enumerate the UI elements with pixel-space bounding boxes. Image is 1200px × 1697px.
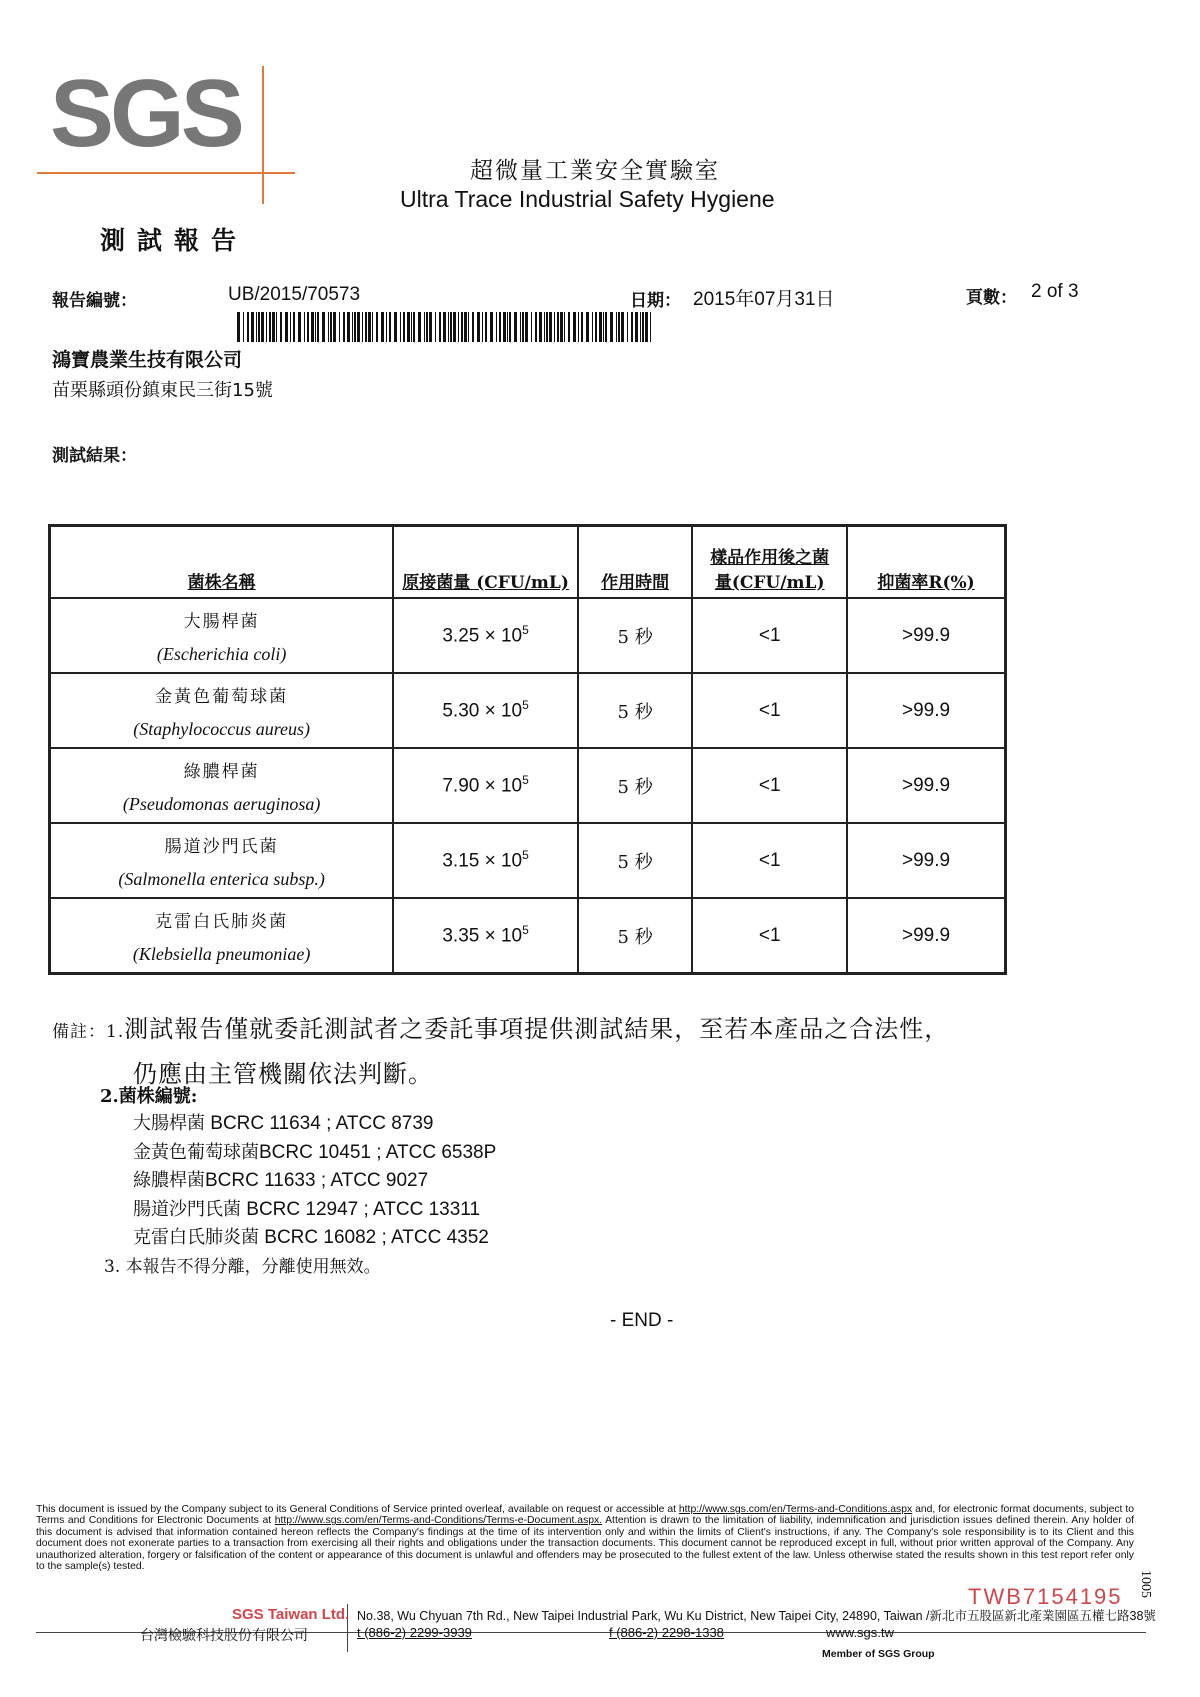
table-row xyxy=(50,823,1006,898)
table-row xyxy=(50,673,1006,748)
report-date: 2015年07月31日 xyxy=(693,289,835,310)
date-label: 日期： xyxy=(630,291,681,311)
inoculum-cell: $3.35 \times 10^5$ xyxy=(393,898,578,974)
client-address: 苗栗縣頭份鎮東民三街15號 xyxy=(52,380,273,401)
strain-name-scientific: (Pseudomonas aeruginosa) xyxy=(122,793,321,814)
inoculum-cell: $3.25 \times 10^5$ xyxy=(393,598,578,673)
strain-code-item: 大腸桿菌 BCRC 11634 ; ATCC 8739 xyxy=(133,1113,434,1134)
logo-vertical-rule xyxy=(262,66,264,204)
lab-name-english: Ultra Trace Industrial Safety Hygiene xyxy=(400,186,775,212)
member-of-group: Member of SGS Group xyxy=(822,1648,935,1660)
logo-horizontal-rule xyxy=(37,172,295,174)
strain-name-scientific: (Escherichia coli) xyxy=(156,643,287,664)
company-name-english: SGS Taiwan Ltd. xyxy=(232,1606,350,1623)
inhibition-rate-cell: >99.9 xyxy=(847,598,1005,673)
report-number: UB/2015/70573 xyxy=(228,284,361,305)
barcode xyxy=(237,312,655,342)
page-label: 頁數： xyxy=(966,288,1017,308)
inoculum-cell: $5.30 \times 10^5$ xyxy=(393,673,578,748)
contact-time-cell: 5 秒 xyxy=(578,898,693,974)
terms-link[interactable]: http://www.sgs.com/en/Terms-and-Conditions.aspx xyxy=(678,1504,913,1515)
inhibition-rate-cell: >99.9 xyxy=(847,748,1005,823)
table-row xyxy=(50,598,1006,673)
strain-name-cell xyxy=(50,898,394,974)
strain-name-cn: 腸道沙門氏菌 xyxy=(164,836,279,857)
note-3: 3. 本報告不得分離，分離使用無效。 xyxy=(104,1257,381,1277)
contact-time-cell: 5 秒 xyxy=(578,823,693,898)
side-code: 1005 xyxy=(1138,1570,1153,1598)
strain-code-item: 金黃色葡萄球菌BCRC 10451 ; ATCC 6538P xyxy=(133,1141,497,1163)
strain-name-cn: 綠膿桿菌 xyxy=(183,761,260,782)
after-count-cell: <1 xyxy=(692,898,847,974)
strain-name-cell xyxy=(50,598,394,673)
strain-name-scientific: (Staphylococcus aureus) xyxy=(133,718,311,739)
contact-time-cell: 5 秒 xyxy=(578,673,693,748)
note-prefix: 備註：1. xyxy=(52,1022,125,1042)
inhibition-rate-cell: >99.9 xyxy=(847,673,1005,748)
inhibition-rate-cell: >99.9 xyxy=(847,898,1005,974)
legal-disclaimer: This document is issued by the Company subject to its General Conditions of Service printed overleaf, available on request or accessible at http://www.sgs.com/en/Terms-and-Conditions.aspx and, for electronic format documents, subject to Terms and Conditions for Electronic Documents at http://www.sgs.com/en/Terms-and-Conditions/Terms-e-Document.aspx. Attention is drawn to the limitation of liability, indemnification and jurisdiction issues defined therein. Any holder of this document is advised that information contained hereon reflects the Company's findings at the time of its intervention only and within the limits of Client's instructions, if any. The Company's sole responsibility is to its Client and this document does not exonerate parties to a transaction from exercising all their rights and obligations under the transaction documents. This document cannot be reproduced except in full, without prior written approval of the Company. Any unauthorized alteration, forgery or falsification of the content or appearance of this document is unlawful and offenders may be prosecuted to the fullest extent of the law. Unless otherwise stated the results shown in this test report refer only to the sample(s) tested. xyxy=(36,1504,1134,1573)
strain-name-cn: 克雷白氏肺炎菌 xyxy=(155,911,289,932)
strain-name-cn: 大腸桿菌 xyxy=(183,611,260,632)
after-count-cell: <1 xyxy=(692,748,847,823)
after-count-cell: <1 xyxy=(692,598,847,673)
footer-telephone: t (886-2) 2299-3939 xyxy=(357,1625,472,1640)
strain-name-scientific: (Klebsiella pneumoniae) xyxy=(132,943,311,964)
footer-fax: f (886-2) 2298-1338 xyxy=(609,1625,724,1640)
strain-name-cell xyxy=(50,673,394,748)
strain-code-item: 腸道沙門氏菌 BCRC 12947 ; ATCC 13311 xyxy=(133,1198,481,1220)
lab-name-chinese: 超微量工業安全實驗室 xyxy=(470,158,720,184)
header-strain-name: 菌株名稱 xyxy=(50,526,394,599)
end-mark: - END - xyxy=(610,1310,674,1331)
strain-name-cell xyxy=(50,823,394,898)
note-1-line-1: 測試報告僅就委託測試者之委託事項提供測試結果，至若本產品之合法性， xyxy=(124,1015,950,1043)
table-header-row xyxy=(50,526,1006,599)
results-label: 測試結果： xyxy=(52,446,137,466)
client-name: 鴻寶農業生技有限公司 xyxy=(52,349,243,371)
footer-address: No.38, Wu Chyuan 7th Rd., New Taipei Industrial Park, Wu Ku District, New Taipei City, 24890, Taiwan /新北市五股區新北產業園區五權七路38號 xyxy=(357,1609,1156,1623)
serial-number: TWB7154195 xyxy=(968,1584,1123,1609)
inoculum-cell: $3.15 \times 10^5$ xyxy=(393,823,578,898)
note-1-line-2: 仍應由主管機關依法判斷。 xyxy=(133,1060,433,1088)
table-row xyxy=(50,748,1006,823)
table-row xyxy=(50,898,1006,974)
note-2-title: 2.菌株編號: xyxy=(100,1086,198,1107)
strain-name-cell xyxy=(50,748,394,823)
contact-time-cell: 5 秒 xyxy=(578,598,693,673)
header-inoculum: 原接菌量 (CFU/mL) xyxy=(393,526,578,599)
company-name-chinese: 台灣檢驗科技股份有限公司 xyxy=(140,1628,308,1644)
sgs-logo: SGS xyxy=(50,60,241,167)
page-number: 2 of 3 xyxy=(1031,281,1079,302)
header-contact-time: 作用時間 xyxy=(578,526,693,599)
header-inhibition-rate: 抑菌率R(%) xyxy=(847,526,1005,599)
after-count-cell: <1 xyxy=(692,673,847,748)
strain-name-scientific: (Salmonella enterica subsp.) xyxy=(118,868,325,889)
strain-code-item: 綠膿桿菌BCRC 11633 ; ATCC 9027 xyxy=(133,1170,429,1191)
contact-time-cell: 5 秒 xyxy=(578,748,693,823)
results-table xyxy=(48,524,1007,975)
inoculum-cell: $7.90 \times 10^5$ xyxy=(393,748,578,823)
footer-website[interactable]: www.sgs.tw xyxy=(826,1625,894,1640)
strain-code-list xyxy=(133,1110,496,1253)
strain-name-cn: 金黃色葡萄球菌 xyxy=(155,686,289,707)
after-count-cell: <1 xyxy=(692,823,847,898)
report-number-label: 報告編號： xyxy=(52,291,137,311)
e-document-terms-link[interactable]: http://www.sgs.com/en/Terms-and-Conditions/Terms-e-Document.aspx. xyxy=(274,1515,603,1527)
header-after-count: 樣品作用後之菌 量(CFU/mL) xyxy=(692,526,847,599)
strain-code-item: 克雷白氏肺炎菌 BCRC 16082 ; ATCC 4352 xyxy=(133,1227,489,1248)
inhibition-rate-cell: >99.9 xyxy=(847,823,1005,898)
report-title: 測試報告 xyxy=(100,226,249,255)
